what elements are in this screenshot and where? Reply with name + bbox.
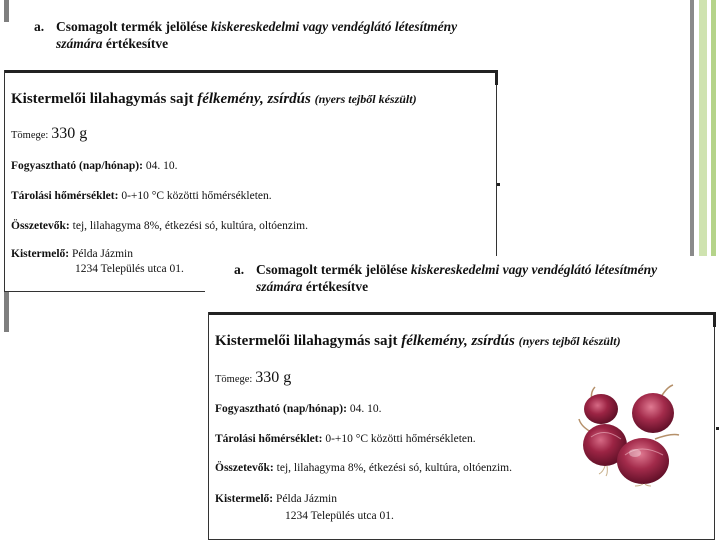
weight-row [215, 369, 291, 387]
onion-back-right [632, 385, 674, 433]
best-before-label: Fogyasztható (nap/hónap): [11, 160, 143, 172]
ingredients-row [11, 220, 308, 232]
label-frame-top [209, 312, 716, 315]
left-accent-bar [4, 0, 9, 22]
section-heading-2 [234, 261, 657, 295]
label-frame-right [495, 71, 498, 85]
storage-label: Tárolási hőmérséklet: [215, 433, 323, 445]
storage-value: 0-+10 °C közötti hőmérsékleten. [325, 433, 476, 445]
section-line2-italic: számára [56, 36, 103, 51]
producer-name: Példa Jázmin [276, 493, 337, 505]
weight-row [11, 125, 87, 143]
label-title-bold: Kistermelői lilahagymás sajt [215, 333, 398, 349]
storage-label: Tárolási hőmérséklet: [11, 190, 119, 202]
right-accent-bar-gray [690, 0, 694, 260]
producer-row [215, 493, 337, 505]
section-bold-text: Csomagolt termék jelölése [56, 19, 208, 34]
weight-value: 330 g [255, 369, 292, 386]
section-line2-italic: számára [256, 279, 303, 294]
weight-label: Tömege: [11, 130, 49, 141]
section-letter: a. [34, 19, 45, 34]
producer-row [11, 248, 133, 260]
ingredients-value: tej, lilahagyma 8%, étkezési só, kultúra, oltóenzim. [72, 220, 309, 232]
label-title-italic: félkemény, zsírdús [197, 91, 311, 107]
section-line2-bold: értékesítve [305, 279, 369, 294]
producer-address: 1234 Település utca 01. [285, 510, 394, 522]
ingredients-label: Összetevők: [11, 220, 70, 232]
section-heading-1 [34, 18, 457, 52]
producer-name: Példa Jázmin [72, 248, 133, 260]
producer-label: Kistermelő: [215, 493, 274, 505]
best-before-value: 04. 10. [349, 403, 382, 415]
label-title [215, 333, 621, 350]
label-title-bold: Kistermelői lilahagymás sajt [11, 91, 194, 107]
label-frame-right [713, 313, 716, 327]
bullet-dot-1 [497, 183, 500, 186]
weight-label: Tömege: [215, 374, 253, 385]
label-title-small: (nyers tejből készült) [518, 334, 621, 348]
section-bold-text: Csomagolt termék jelölése [256, 262, 408, 277]
producer-label: Kistermelő: [11, 248, 70, 260]
storage-row [11, 190, 272, 202]
ingredients-value: tej, lilahagyma 8%, étkezési só, kultúra, oltóenzim. [276, 462, 513, 474]
section-letter: a. [234, 262, 245, 277]
ingredients-label: Összetevők: [215, 462, 274, 474]
right-accent-bar-green [699, 0, 707, 260]
label-frame-top [5, 70, 498, 73]
section-italic-text: kiskereskedelmi vagy vendéglátó létesítmény [410, 262, 658, 277]
ingredients-row [215, 462, 512, 474]
best-before-row [11, 160, 177, 172]
bullet-dot-2 [716, 427, 719, 430]
best-before-row [215, 403, 381, 415]
section-line2-bold: értékesítve [105, 36, 169, 51]
left-accent-bar-lower [4, 292, 9, 332]
storage-value: 0-+10 °C közötti hőmérsékleten. [121, 190, 272, 202]
best-before-value: 04. 10. [145, 160, 178, 172]
product-label-2 [208, 312, 715, 540]
red-onions-image [575, 383, 685, 487]
storage-row [215, 433, 476, 445]
label-title-italic: félkemény, zsírdús [401, 333, 515, 349]
right-accent-bar-green-2 [711, 0, 716, 260]
section-italic-text: kiskereskedelmi vagy vendéglátó létesítmény [210, 19, 458, 34]
best-before-label: Fogyasztható (nap/hónap): [215, 403, 347, 415]
weight-value: 330 g [51, 125, 88, 142]
label-title [11, 91, 417, 108]
label-title-small: (nyers tejből készült) [314, 92, 417, 106]
producer-address: 1234 Település utca 01. [75, 263, 184, 275]
onion-back-left [584, 387, 618, 424]
